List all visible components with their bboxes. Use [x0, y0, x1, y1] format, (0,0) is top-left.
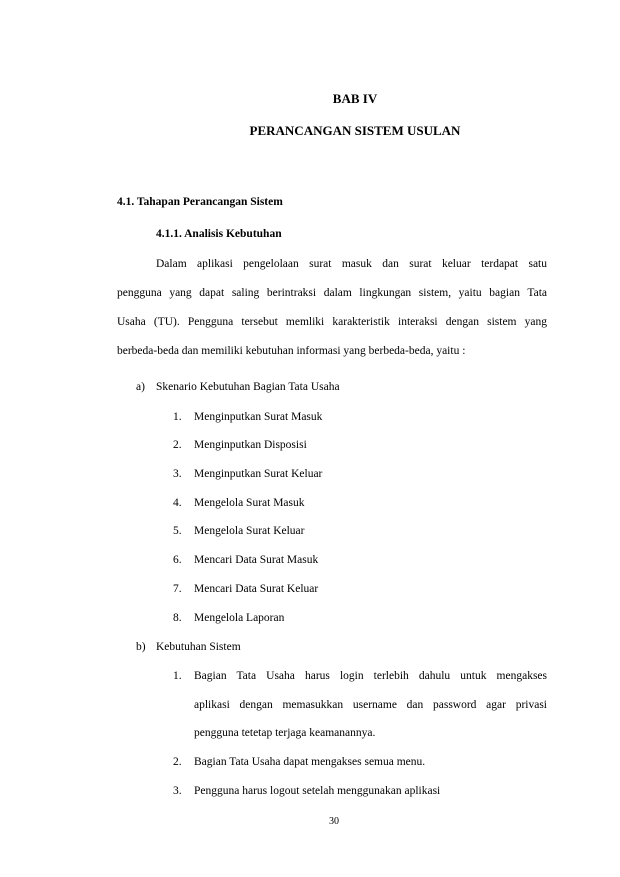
page-number: 30	[329, 816, 339, 827]
list-item-line: Pengguna harus logout setelah menggunakan aplikasi	[194, 785, 441, 797]
chapter-title: PERANCANGAN SISTEM USULAN	[249, 123, 461, 138]
list-item-number: 8.	[173, 612, 182, 624]
section-heading: 4.1. Tahapan Perancangan Sistem	[117, 196, 283, 208]
list-item: Mencari Data Surat Keluar	[194, 583, 319, 595]
list-item-number: 7.	[173, 583, 182, 595]
list-item-line: aplikasi dengan memasukkan username dan password agar privasi	[194, 699, 547, 711]
list-item-number: 1.	[173, 411, 182, 423]
list-item-number: 2.	[173, 756, 182, 768]
list-item-line: Bagian Tata Usaha harus login terlebih dahulu untuk mengakses	[194, 670, 547, 682]
list-item-number: 5.	[173, 525, 182, 537]
list-item: Menginputkan Surat Masuk	[194, 411, 323, 423]
paragraph-line: pengguna yang dapat saling berintraksi dalam lingkungan sistem, yaitu bagian Tata	[117, 287, 547, 299]
list-item-number: 4.	[173, 497, 182, 509]
list-item-line: pengguna tetetap terjaga keamanannya.	[194, 727, 376, 739]
paragraph-line: berbeda-beda dan memiliki kebutuhan informasi yang berbeda-beda, yaitu :	[117, 345, 466, 357]
paragraph-line: Usaha (TU). Pengguna tersebut memliki karakteristik interaksi dengan sistem yang	[117, 316, 547, 328]
list-item-line: Bagian Tata Usaha dapat mengakses semua menu.	[194, 756, 426, 768]
list-item-number: 6.	[173, 554, 182, 566]
subsection-heading: 4.1.1. Analisis Kebutuhan	[156, 228, 282, 240]
chapter-label: BAB IV	[332, 91, 378, 106]
list-item-number: 1.	[173, 670, 182, 682]
list-item: Mengelola Surat Masuk	[194, 497, 305, 509]
list-marker: a)	[136, 381, 145, 393]
list-marker: b)	[136, 641, 146, 653]
list-item: Mengelola Laporan	[194, 612, 285, 624]
list-title: Skenario Kebutuhan Bagian Tata Usaha	[156, 381, 340, 393]
list-item: Menginputkan Surat Keluar	[194, 468, 323, 480]
list-item: Mencari Data Surat Masuk	[194, 554, 319, 566]
list-title: Kebutuhan Sistem	[156, 641, 241, 653]
list-item-number: 3.	[173, 468, 182, 480]
list-item-number: 3.	[173, 785, 182, 797]
list-item: Mengelola Surat Keluar	[194, 525, 305, 537]
list-item: Menginputkan Disposisi	[194, 439, 307, 451]
paragraph-line: Dalam aplikasi pengelolaan surat masuk dan surat keluar terdapat satu	[156, 258, 547, 270]
list-item-number: 2.	[173, 439, 182, 451]
